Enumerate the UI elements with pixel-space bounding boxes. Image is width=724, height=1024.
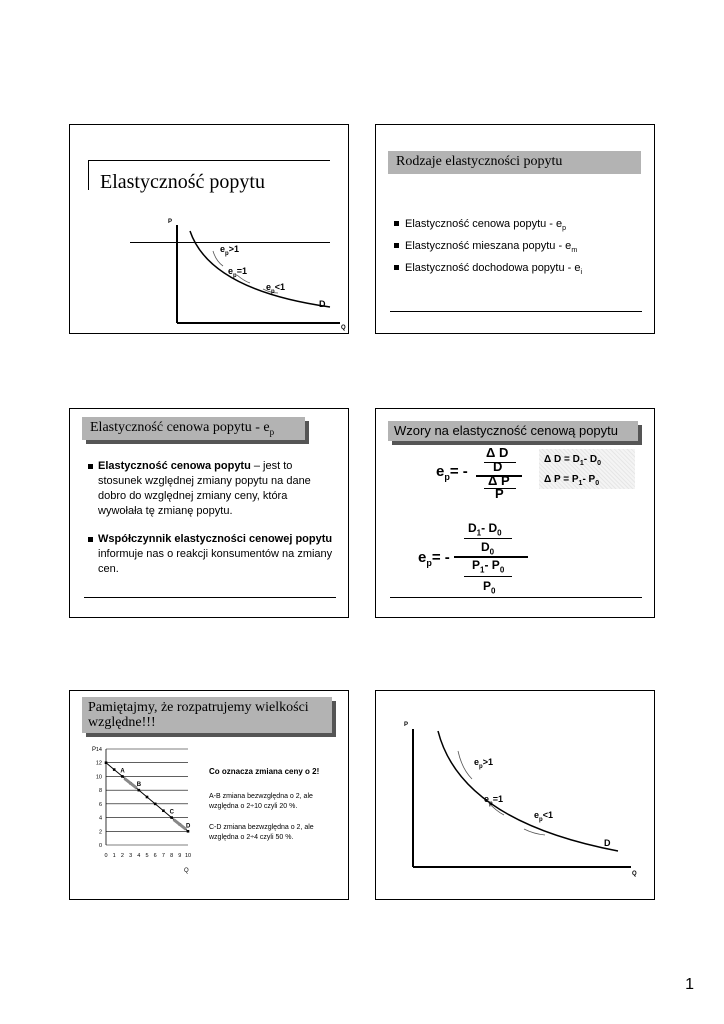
d0: $D_0$ <box>481 540 495 557</box>
delta-p-definition: Δ $P = P_1-$ $P_0$ <box>544 474 600 487</box>
x-tick-label: 6 <box>153 853 157 859</box>
p-denominator: P <box>495 486 504 501</box>
y-tick-label: 14 <box>95 747 102 753</box>
price-quantity-chart <box>76 743 211 888</box>
x-tick-label: 2 <box>120 853 124 859</box>
data-point <box>170 816 173 819</box>
slide-1-title: Elastyczność popytu <box>100 171 265 193</box>
slide-4-title: Wzory na elastyczność cenową popytu <box>388 421 638 441</box>
data-point <box>146 796 149 799</box>
y-tick-label: 12 <box>95 760 102 767</box>
fraction-line-small <box>464 576 512 577</box>
data-point <box>187 830 190 833</box>
x-axis-label: Q <box>184 868 189 874</box>
y-tick-label: 2 <box>98 829 102 836</box>
ep-lt1-label: $e_p<1$ <box>266 282 285 295</box>
data-point <box>138 789 141 792</box>
x-tick-label: 1 <box>112 853 116 859</box>
footer-line <box>390 311 642 312</box>
change-arrow <box>174 820 186 830</box>
axis-q-label: Q <box>632 871 637 877</box>
change-arrow <box>124 778 136 788</box>
delta-p: Δ P <box>488 473 510 488</box>
curve-d-label: D <box>604 838 611 848</box>
ep-gt1-label: $e_p>1$ <box>220 244 239 257</box>
list-item: Elastyczność dochodowa popytu - $e_i$ <box>394 261 582 280</box>
data-point <box>154 803 157 806</box>
x-tick-label: 3 <box>129 853 133 859</box>
data-point <box>113 768 116 771</box>
list-item: Elastyczność cenowa popytu - $e_p$ <box>394 217 566 236</box>
slide-2 <box>375 124 655 334</box>
axis-p-label: P <box>404 722 409 728</box>
slide-1 <box>69 124 349 334</box>
y-tick-label: 4 <box>98 815 102 822</box>
slide-5 <box>69 690 349 900</box>
slide-4 <box>375 408 655 618</box>
data-point <box>105 761 108 764</box>
footer-line <box>84 597 336 598</box>
x-tick-label: 4 <box>137 853 141 859</box>
ab-explanation: A-B zmiana bezwzględna o 2, ale względna o 2÷10 czyli 20 %. <box>209 793 313 810</box>
chart-question: Co oznacza zmiana ceny o 2! <box>209 767 320 776</box>
point-label: C <box>169 809 174 816</box>
delta-d-definition: Δ $D = D_1-$ $D_0$ <box>544 454 601 467</box>
delta-d: Δ D <box>486 445 509 460</box>
x-tick-label: 0 <box>104 853 108 859</box>
ep-symbol-2: $e_p=$ - <box>418 549 450 568</box>
fraction-line-small <box>464 538 512 539</box>
data-point <box>121 775 124 778</box>
slide-2-title: Rodzaje elastyczności popytu <box>388 151 641 174</box>
y-tick-label: 8 <box>98 788 102 795</box>
x-tick-label: 8 <box>170 853 174 859</box>
x-tick-label: 5 <box>145 853 149 859</box>
slide-3-title: Elastyczność cenowa popytu - $e_p$ <box>82 417 305 440</box>
data-point <box>162 809 165 812</box>
footer-line <box>390 597 642 598</box>
curve-d-label: D <box>319 299 326 309</box>
point-label: B <box>136 782 142 789</box>
y-tick-label: 0 <box>98 843 102 849</box>
ep-lt1-label: $e_p<1$ <box>534 810 553 823</box>
d1-d0: $D_1-$ $D_0$ <box>468 521 502 538</box>
page-number: 1 <box>685 976 694 993</box>
axis-p-label: P <box>168 219 173 225</box>
list-item: Elastyczność mieszana popytu - $e_m$ <box>394 239 577 258</box>
demand-curve-chart-large <box>376 691 656 901</box>
y-tick-label: 10 <box>95 774 102 781</box>
x-tick-label: 9 <box>178 853 182 859</box>
p0: $P_0$ <box>483 579 496 596</box>
d-denominator: D <box>493 459 503 474</box>
y-tick-label: 6 <box>98 801 102 808</box>
x-tick-label: 7 <box>161 853 165 859</box>
p1-p0: $P_1-$ $P_0$ <box>472 558 505 575</box>
ep-gt1-label: $e_p>1$ <box>474 757 493 770</box>
axis-q-label: Q <box>341 325 346 331</box>
x-tick-label: 10 <box>184 853 192 859</box>
ep-eq1-label: $e_p=1$ <box>484 794 503 807</box>
ep-symbol: $e_p=$ - <box>436 463 468 482</box>
bullet-definition: Elastyczność cenowa popytu – jest to stosunek względnej zmiany popytu na dane dobro do względnej zmiany ceny, która wywołała tę zmianę popytu. <box>88 459 333 519</box>
slide-3 <box>69 408 349 618</box>
slide-6 <box>375 690 655 900</box>
ep-eq1-label: $e_p=1$ <box>228 266 247 279</box>
cd-explanation: C-D zmiana bezwzględna o 2, ale względna o 2÷4 czyli 50 %. <box>209 824 314 841</box>
slide-5-title: Pamiętajmy, że rozpatrujemy wielkości względne!!! <box>82 697 332 733</box>
demand-curve-chart-small <box>70 125 350 335</box>
point-label: D <box>186 823 191 830</box>
point-label: A <box>120 768 125 775</box>
y-axis-label: P <box>92 747 97 753</box>
bullet-coefficient: Współczynnik elastyczności cenowej popytu informuje nas o reakcji konsumentów na zmiany cen. <box>88 532 333 577</box>
